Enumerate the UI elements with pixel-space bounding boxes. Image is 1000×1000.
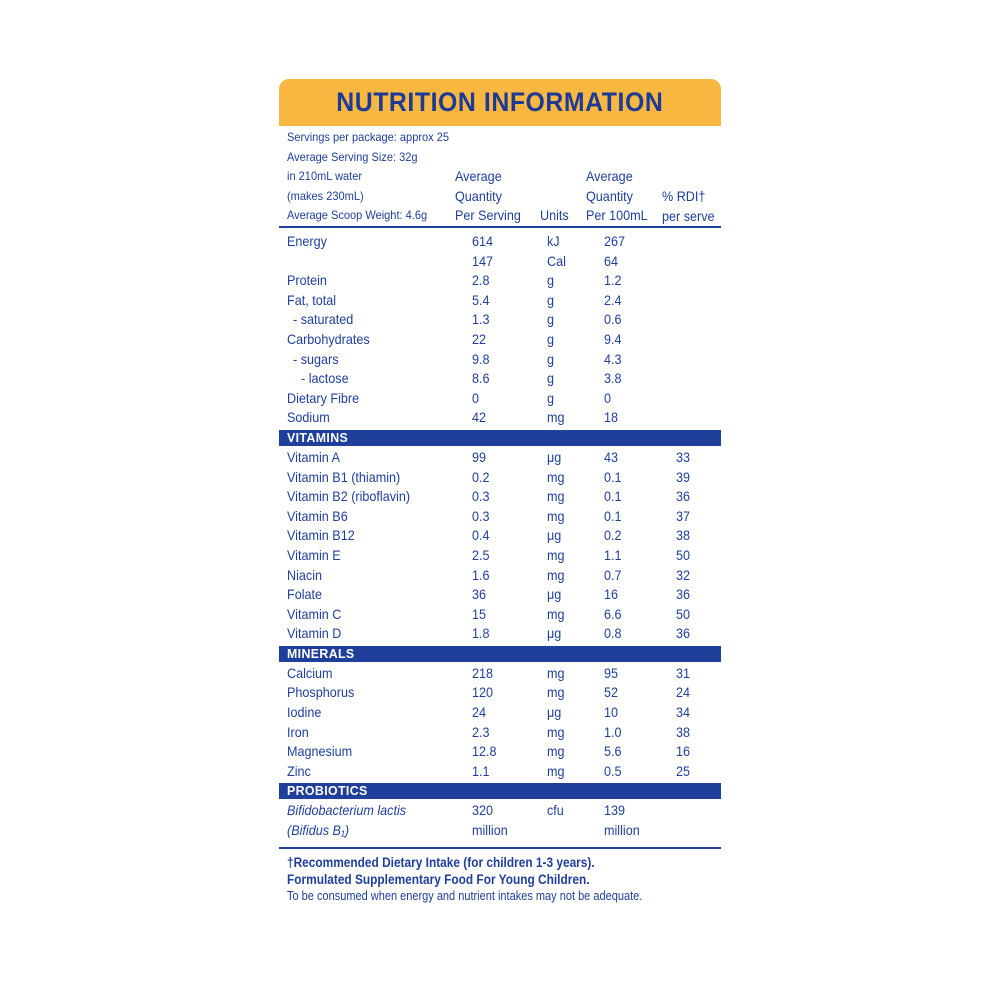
cell-units: μg bbox=[547, 625, 562, 642]
cell-per-100ml: 267 bbox=[604, 233, 626, 249]
serving-info bbox=[287, 128, 449, 226]
minerals-section bbox=[279, 662, 721, 782]
cell-per-serving: 36 bbox=[472, 586, 487, 603]
cell-units: g bbox=[547, 370, 555, 387]
cell-per-serving: 1.1 bbox=[472, 762, 490, 779]
table-row bbox=[279, 291, 721, 311]
cell-per-100ml: 2.4 bbox=[604, 291, 622, 308]
cell-name: - saturated bbox=[293, 311, 354, 328]
serving-info-line: (makes 230mL) bbox=[287, 188, 364, 203]
footnotes bbox=[279, 847, 721, 905]
footnote-usage: To be consumed when energy and nutrient intakes may not be adequate. bbox=[287, 888, 643, 903]
cell-name: (Bifidus B₁) bbox=[287, 822, 350, 839]
table-row bbox=[279, 369, 721, 389]
probiotics-header: PROBIOTICS bbox=[279, 783, 721, 799]
table-row bbox=[279, 624, 721, 644]
footnote-rdi: †Recommended Dietary Intake (for children 1-3 years). bbox=[287, 854, 595, 870]
cell-units: mg bbox=[547, 743, 565, 760]
cell-units: cfu bbox=[547, 802, 564, 819]
cell-per-100ml: 0.2 bbox=[604, 527, 622, 544]
cell-units: g bbox=[547, 330, 555, 347]
table-row bbox=[279, 546, 721, 566]
cell-units: mg bbox=[547, 468, 565, 485]
cell-name: Vitamin B1 (thiamin) bbox=[287, 468, 401, 485]
probiotics-section bbox=[279, 799, 721, 840]
cell-per-100ml: 1.1 bbox=[604, 546, 622, 563]
cell-per-100ml: 0.5 bbox=[604, 762, 622, 779]
table-row bbox=[279, 664, 721, 684]
cell-per-serving: 1.3 bbox=[472, 311, 490, 328]
cell-units: g bbox=[547, 311, 555, 328]
table-row bbox=[279, 389, 721, 409]
table-row bbox=[279, 605, 721, 625]
cell-per-100ml: 3.8 bbox=[604, 370, 622, 387]
col-header-rdi: % RDI† per serve bbox=[662, 188, 715, 224]
cell-name: Magnesium bbox=[287, 743, 353, 760]
cell-per-100ml: 139 bbox=[604, 802, 626, 819]
cell-rdi: 36 bbox=[676, 625, 691, 642]
cell-name: Vitamin D bbox=[287, 625, 342, 642]
cell-per-serving: 1.8 bbox=[472, 625, 490, 642]
table-row bbox=[279, 408, 721, 428]
cell-name: Calcium bbox=[287, 664, 333, 681]
cell-per-serving: million bbox=[472, 822, 508, 839]
table-row bbox=[279, 350, 721, 370]
cell-rdi: 25 bbox=[676, 762, 691, 779]
cell-units: mg bbox=[547, 605, 565, 622]
cell-units: μg bbox=[547, 527, 562, 544]
cell-units: mg bbox=[547, 488, 565, 505]
cell-units: mg bbox=[547, 507, 565, 524]
cell-name: - sugars bbox=[293, 350, 339, 367]
cell-units: mg bbox=[547, 723, 565, 740]
cell-per-serving: 15 bbox=[472, 605, 487, 622]
cell-per-100ml: 43 bbox=[604, 448, 619, 465]
cell-per-100ml: 1.2 bbox=[604, 272, 622, 289]
table-row bbox=[279, 526, 721, 546]
table-row bbox=[279, 310, 721, 330]
cell-per-serving: 2.3 bbox=[472, 723, 490, 740]
cell-per-serving: 2.8 bbox=[472, 272, 490, 289]
cell-units: g bbox=[547, 272, 555, 289]
cell-name: Vitamin A bbox=[287, 448, 341, 465]
cell-name: Vitamin C bbox=[287, 605, 342, 622]
cell-per-serving: 0.2 bbox=[472, 468, 490, 485]
cell-per-serving: 218 bbox=[472, 664, 494, 681]
table-row bbox=[279, 703, 721, 723]
cell-name: Protein bbox=[287, 272, 327, 289]
col-header-per-100ml: Average Quantity Per 100mL bbox=[586, 168, 648, 223]
col-header-units: Units bbox=[540, 207, 569, 223]
cell-name: Iodine bbox=[287, 704, 322, 721]
cell-rdi: 50 bbox=[676, 605, 691, 622]
cell-per-serving: 8.6 bbox=[472, 370, 490, 387]
table-row bbox=[279, 448, 721, 468]
cell-rdi: 38 bbox=[676, 723, 691, 740]
cell-per-100ml: 95 bbox=[604, 664, 619, 681]
cell-rdi: 50 bbox=[676, 546, 691, 563]
cell-per-100ml: 52 bbox=[604, 684, 619, 701]
serving-info-line: in 210mL water bbox=[287, 169, 363, 183]
cell-per-100ml: 1.0 bbox=[604, 723, 622, 740]
cell-units: mg bbox=[547, 684, 565, 701]
cell-per-serving: 614 bbox=[472, 233, 494, 249]
cell-units: mg bbox=[547, 566, 565, 583]
cell-rdi: 38 bbox=[676, 527, 691, 544]
table-row bbox=[279, 683, 721, 703]
cell-name: Zinc bbox=[287, 762, 311, 779]
cell-units: g bbox=[547, 291, 555, 308]
vitamins-section bbox=[279, 446, 721, 644]
cell-per-100ml: million bbox=[604, 822, 640, 839]
cell-per-serving: 320 bbox=[472, 802, 494, 819]
cell-per-serving: 42 bbox=[472, 409, 487, 426]
cell-per-serving: 147 bbox=[472, 252, 494, 269]
table-row bbox=[279, 762, 721, 782]
table-row bbox=[279, 271, 721, 291]
cell-per-100ml: 0.7 bbox=[604, 566, 622, 583]
cell-per-serving: 99 bbox=[472, 448, 487, 465]
table-row bbox=[279, 232, 721, 252]
cell-units: μg bbox=[547, 448, 562, 465]
nutrients-section bbox=[279, 230, 721, 428]
cell-units: mg bbox=[547, 409, 565, 426]
table-row bbox=[279, 742, 721, 762]
nutrition-panel bbox=[279, 79, 721, 905]
cell-units: μg bbox=[547, 704, 562, 721]
cell-per-100ml: 0.1 bbox=[604, 468, 622, 485]
cell-per-serving: 0.4 bbox=[472, 527, 490, 544]
cell-name: Phosphorus bbox=[287, 684, 355, 701]
cell-per-100ml: 5.6 bbox=[604, 743, 622, 760]
cell-per-serving: 120 bbox=[472, 684, 494, 701]
col-header-per-serving: Average Quantity Per Serving bbox=[455, 168, 521, 223]
cell-per-serving: 1.6 bbox=[472, 566, 490, 583]
cell-rdi: 39 bbox=[676, 468, 691, 485]
table-row bbox=[279, 801, 721, 821]
cell-units: Cal bbox=[547, 252, 566, 269]
footnote-food-type: Formulated Supplementary Food For Young Children. bbox=[287, 871, 590, 887]
table-row bbox=[279, 330, 721, 350]
cell-per-100ml: 4.3 bbox=[604, 350, 622, 367]
cell-units: g bbox=[547, 389, 555, 406]
cell-units: mg bbox=[547, 762, 565, 779]
cell-per-serving: 12.8 bbox=[472, 743, 497, 760]
header-divider bbox=[279, 226, 721, 228]
cell-rdi: 33 bbox=[676, 448, 691, 465]
serving-info-line: Average Serving Size: 32g bbox=[287, 149, 418, 164]
table-row bbox=[279, 487, 721, 507]
cell-name: Energy bbox=[287, 233, 327, 249]
cell-per-100ml: 0.8 bbox=[604, 625, 622, 642]
cell-units: g bbox=[547, 350, 555, 367]
cell-per-100ml: 0 bbox=[604, 389, 612, 406]
cell-rdi: 37 bbox=[676, 507, 691, 524]
cell-name: Niacin bbox=[287, 566, 323, 583]
cell-name: Vitamin B12 bbox=[287, 527, 355, 544]
cell-per-serving: 0.3 bbox=[472, 507, 490, 524]
cell-rdi: 31 bbox=[676, 664, 691, 681]
cell-name: Iron bbox=[287, 723, 309, 740]
cell-rdi: 24 bbox=[676, 684, 691, 701]
cell-name: - lactose bbox=[301, 370, 349, 387]
cell-name: Sodium bbox=[287, 409, 330, 426]
cell-rdi: 36 bbox=[676, 488, 691, 505]
cell-units: μg bbox=[547, 586, 562, 603]
cell-per-serving: 0 bbox=[472, 389, 480, 406]
cell-per-100ml: 6.6 bbox=[604, 605, 622, 622]
header-block bbox=[279, 126, 721, 230]
cell-name: Bifidobacterium lactis bbox=[287, 802, 407, 819]
cell-per-100ml: 18 bbox=[604, 409, 619, 426]
serving-info-line: Servings per package: approx 25 bbox=[287, 130, 450, 144]
cell-name: Dietary Fibre bbox=[287, 389, 360, 406]
cell-per-100ml: 10 bbox=[604, 704, 619, 721]
cell-rdi: 32 bbox=[676, 566, 691, 583]
vitamins-header: VITAMINS bbox=[279, 430, 721, 446]
minerals-header: MINERALS bbox=[279, 646, 721, 662]
cell-per-100ml: 64 bbox=[604, 252, 619, 269]
cell-name: Vitamin E bbox=[287, 546, 341, 563]
cell-per-100ml: 9.4 bbox=[604, 330, 622, 347]
panel-title: NUTRITION INFORMATION bbox=[336, 87, 664, 117]
cell-per-serving: 9.8 bbox=[472, 350, 490, 367]
cell-rdi: 16 bbox=[676, 743, 691, 760]
cell-name: Vitamin B6 bbox=[287, 507, 348, 524]
cell-per-100ml: 16 bbox=[604, 586, 619, 603]
serving-info-line: Average Scoop Weight: 4.6g bbox=[287, 208, 428, 222]
table-row bbox=[279, 252, 721, 272]
table-row bbox=[279, 468, 721, 488]
cell-per-100ml: 0.1 bbox=[604, 507, 622, 524]
cell-name: Vitamin B2 (riboflavin) bbox=[287, 488, 411, 505]
cell-per-100ml: 0.1 bbox=[604, 488, 622, 505]
cell-units: kJ bbox=[547, 233, 560, 249]
cell-rdi: 36 bbox=[676, 586, 691, 603]
cell-per-serving: 0.3 bbox=[472, 488, 490, 505]
cell-units: mg bbox=[547, 546, 565, 563]
cell-per-serving: 2.5 bbox=[472, 546, 490, 563]
cell-per-serving: 22 bbox=[472, 330, 487, 347]
table-row bbox=[279, 507, 721, 527]
cell-name: Fat, total bbox=[287, 291, 337, 308]
cell-per-serving: 24 bbox=[472, 704, 487, 721]
table-row bbox=[279, 566, 721, 586]
cell-units: mg bbox=[547, 664, 565, 681]
cell-per-100ml: 0.6 bbox=[604, 311, 622, 328]
table-row bbox=[279, 723, 721, 743]
cell-name: Carbohydrates bbox=[287, 330, 370, 347]
title-bar bbox=[279, 79, 721, 126]
table-row bbox=[279, 821, 721, 841]
cell-name: Folate bbox=[287, 586, 323, 603]
cell-rdi: 34 bbox=[676, 704, 691, 721]
table-row bbox=[279, 585, 721, 605]
cell-per-serving: 5.4 bbox=[472, 291, 490, 308]
